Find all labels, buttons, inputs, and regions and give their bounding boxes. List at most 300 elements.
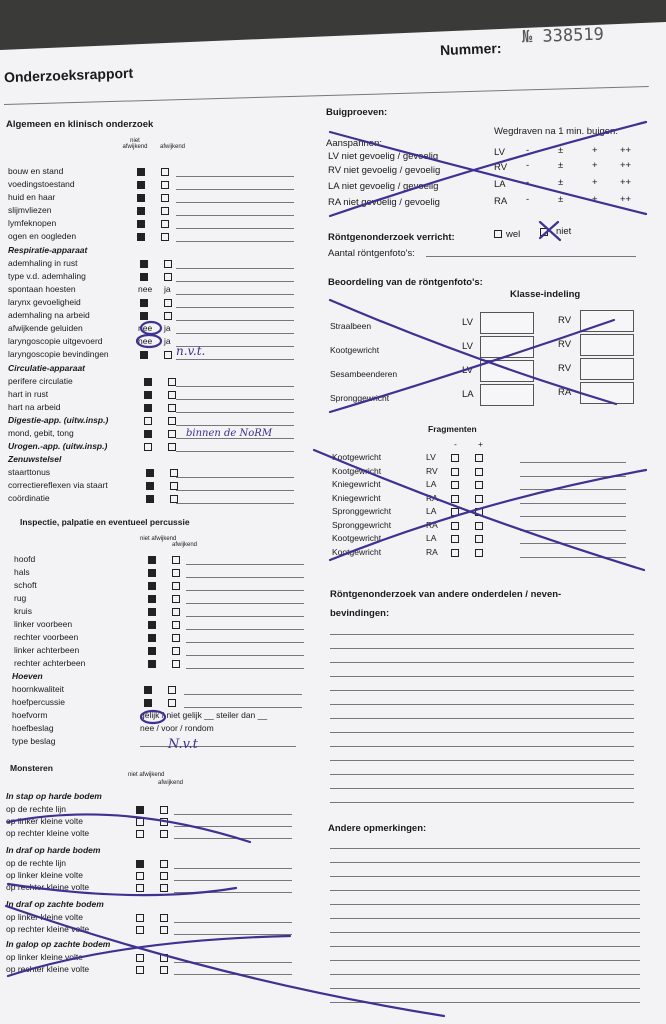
fill-line <box>176 451 294 452</box>
deviating-checkbox[interactable] <box>164 273 172 281</box>
writing-line <box>330 774 634 775</box>
writing-line <box>330 862 640 863</box>
fill-line <box>176 228 294 229</box>
flexion-scale-0: - <box>526 145 530 156</box>
fragment-row-label: Kootgewricht <box>332 465 382 476</box>
form-row-label: voedingstoestand <box>8 179 75 189</box>
fill-line <box>184 707 302 708</box>
not-deviating-checkbox[interactable] <box>148 634 156 642</box>
deviating-checkbox[interactable] <box>160 830 168 838</box>
writing-line <box>330 732 634 733</box>
fragment-leg: RA <box>426 492 438 503</box>
writing-line <box>330 890 640 891</box>
writing-line <box>330 974 640 975</box>
fill-line <box>184 694 302 695</box>
col-deviating-3: afwijkend <box>158 780 184 786</box>
flexion-leg: RA <box>494 196 508 207</box>
form-row-label: lymfeknopen <box>8 218 57 228</box>
xray-title: Röntgenonderzoek verricht: <box>328 232 455 243</box>
fragment-leg: RA <box>426 546 438 557</box>
assessment-leg-a: LA <box>462 389 474 400</box>
form-row-label: hoofd <box>14 554 36 564</box>
form-row-label: hoefvorm <box>12 710 48 720</box>
assessment-leg-a: LV <box>462 317 473 328</box>
deviating-checkbox[interactable] <box>160 966 168 974</box>
writing-line <box>330 960 640 961</box>
not-deviating-checkbox[interactable] <box>136 954 144 962</box>
writing-line <box>330 746 634 747</box>
wegdraven-label: Wegdraven na 1 min. buigen: <box>494 126 618 137</box>
ja-label: ja <box>164 323 171 333</box>
form-row-label: linker voorbeen <box>14 619 73 629</box>
flexion-scale-0: - <box>526 160 530 171</box>
fill-line <box>176 202 294 203</box>
fragment-leg: LV <box>426 452 436 462</box>
form-row-label: spontaan hoesten <box>8 284 76 294</box>
fragment-plus-checkbox[interactable] <box>475 508 483 516</box>
other-parts-title: Röntgenonderzoek van andere onderdelen / neven- <box>330 589 562 600</box>
fragment-leg: RA <box>426 519 438 530</box>
fill-line <box>176 359 294 360</box>
flexion-scale-3: ++ <box>620 194 632 205</box>
form-row-label: slijmvliezen <box>8 205 52 215</box>
fill-line <box>174 934 292 935</box>
form-row-label: hoefbeslag <box>12 723 54 733</box>
form-row-label: hals <box>14 567 30 577</box>
flexion-scale-1: ± <box>558 145 564 156</box>
fill-line <box>186 590 304 591</box>
fragment-minus-checkbox[interactable] <box>451 468 459 476</box>
assessment-leg-b: RV <box>558 363 572 374</box>
fragment-row-label: Kniegewricht <box>332 492 381 503</box>
fill-line <box>174 974 292 975</box>
flexion-scale-3: ++ <box>620 145 632 156</box>
fill-line <box>176 477 294 478</box>
col-deviating: afwijkend <box>160 144 186 150</box>
fragment-row-label: Kootgewricht <box>332 533 382 543</box>
flexion-leg: LV <box>494 147 505 158</box>
deviating-checkbox[interactable] <box>172 634 180 642</box>
form-row-label: mond, gebit, tong <box>8 428 74 438</box>
fragments-minus: - <box>454 439 457 449</box>
fill-line <box>174 826 292 827</box>
flexion-scale-2: + <box>592 194 598 205</box>
fragment-row-label: Spronggewricht <box>332 506 392 516</box>
deviating-checkbox[interactable] <box>172 569 180 577</box>
not-deviating-checkbox[interactable] <box>136 818 144 826</box>
fill-line <box>176 307 294 308</box>
form-row-label: op de rechte lijn <box>6 858 67 868</box>
fill-line <box>176 503 294 504</box>
deviating-checkbox[interactable] <box>161 168 169 176</box>
flexion-scale-3: ++ <box>620 177 632 188</box>
deviating-checkbox[interactable] <box>160 884 168 892</box>
form-row-label: rechter voorbeen <box>14 632 79 642</box>
section-general-title: Algemeen en klinisch onderzoek <box>6 119 154 130</box>
writing-line <box>330 648 634 649</box>
fragment-line <box>520 503 626 504</box>
report-title: Onderzoeksrapport <box>3 64 134 86</box>
fill-line <box>176 490 294 491</box>
form-row-label: op rechter kleine volte <box>6 924 90 934</box>
deviating-checkbox[interactable] <box>172 660 180 668</box>
writing-line <box>330 634 634 635</box>
fill-line <box>186 616 304 617</box>
deviating-checkbox[interactable] <box>160 954 168 962</box>
not-deviating-checkbox[interactable] <box>136 860 144 868</box>
deviating-checkbox[interactable] <box>168 443 176 451</box>
form-row-label: Hoeven <box>12 671 43 681</box>
not-deviating-checkbox[interactable] <box>148 621 156 629</box>
fragments-plus: + <box>478 439 483 449</box>
assessment-leg-a: LV <box>462 365 473 376</box>
number-value: № 338519 <box>521 24 605 48</box>
form-row-label: perifere circulatie <box>8 376 73 386</box>
deviating-checkbox[interactable] <box>170 495 178 503</box>
fragment-leg: RV <box>426 465 438 476</box>
form-row-label: In draf op harde bodem <box>6 845 101 855</box>
not-deviating-checkbox[interactable] <box>136 806 144 814</box>
fragment-leg: LA <box>426 506 437 516</box>
writing-line <box>330 802 634 803</box>
form-row-label: In galop op zachte bodem <box>6 939 111 949</box>
deviating-checkbox[interactable] <box>160 914 168 922</box>
deviating-checkbox[interactable] <box>160 860 168 868</box>
fragment-plus-checkbox[interactable] <box>475 454 483 462</box>
class-box-a[interactable] <box>480 336 534 358</box>
assessment-row-label: Spronggewricht <box>330 393 390 403</box>
ja-label: ja <box>164 336 171 346</box>
not-deviating-checkbox[interactable] <box>144 699 152 707</box>
form-row-label: huid en haar <box>8 192 56 202</box>
form-row-label: Respiratie-apparaat <box>8 245 88 255</box>
not-deviating-checkbox[interactable] <box>148 582 156 590</box>
form-row-label: In draf op zachte bodem <box>6 899 104 909</box>
nee-label: nee <box>138 284 153 294</box>
writing-line <box>330 704 634 705</box>
fragment-line <box>520 530 626 531</box>
not-deviating-checkbox[interactable] <box>144 391 152 399</box>
deviating-checkbox[interactable] <box>160 926 168 934</box>
fragment-line <box>520 516 626 517</box>
not-deviating-checkbox[interactable] <box>146 469 154 477</box>
fill-line <box>174 838 292 839</box>
not-deviating-checkbox[interactable] <box>144 404 152 412</box>
buigproeven-title: Buigproeven: <box>326 107 388 118</box>
deviating-checkbox[interactable] <box>160 818 168 826</box>
fill-line <box>176 294 294 295</box>
fragment-plus-checkbox[interactable] <box>475 535 483 543</box>
flexion-scale-3: ++ <box>620 160 632 171</box>
form-row-label: ademhaling in rust <box>8 258 78 268</box>
monsteren-title: Monsteren <box>10 763 53 773</box>
writing-line <box>330 876 640 877</box>
not-deviating-checkbox[interactable] <box>140 260 148 268</box>
class-box-a[interactable] <box>480 384 534 406</box>
form-row-label: op linker kleine volte <box>6 912 84 922</box>
fill-line <box>174 880 292 881</box>
fill-line <box>176 333 294 334</box>
class-box-a[interactable] <box>480 360 534 382</box>
deviating-checkbox[interactable] <box>170 482 178 490</box>
form-row-label: coördinatie <box>8 493 50 503</box>
not-deviating-checkbox[interactable] <box>136 872 144 880</box>
assessment-row-label: Sesambeenderen <box>330 369 398 379</box>
writing-line <box>330 676 634 677</box>
writing-line <box>330 904 640 905</box>
assessment-leg-b: RV <box>558 339 572 350</box>
form-row-label: hart na arbeid <box>8 402 61 412</box>
class-label: Klasse-indeling <box>510 289 581 300</box>
col-not-deviating: niet afwijkend <box>122 138 148 150</box>
form-row-label: schoft <box>14 580 37 590</box>
not-deviating-checkbox[interactable] <box>136 966 144 974</box>
xray-niet-checkbox[interactable] <box>540 228 548 236</box>
not-deviating-checkbox[interactable] <box>140 312 148 320</box>
form-row-label: Digestie-app. (uitw.insp.) <box>8 415 109 425</box>
deviating-checkbox[interactable] <box>164 312 172 320</box>
deviating-checkbox[interactable] <box>164 260 172 268</box>
writing-line <box>330 848 640 849</box>
form-row-label: op rechter kleine volte <box>6 964 90 974</box>
not-deviating-checkbox[interactable] <box>148 556 156 564</box>
not-deviating-checkbox[interactable] <box>146 482 154 490</box>
fragment-plus-checkbox[interactable] <box>475 522 483 530</box>
fragment-minus-checkbox[interactable] <box>451 481 459 489</box>
fragment-row-label: Kniegewricht <box>332 479 381 489</box>
writing-line <box>330 932 640 933</box>
fragment-line <box>520 557 626 558</box>
xray-wel-label: wel <box>506 229 521 240</box>
writing-line <box>330 662 634 663</box>
fragment-minus-checkbox[interactable] <box>451 508 459 516</box>
form-row-label: op linker kleine volte <box>6 816 84 826</box>
fragment-line <box>520 489 626 490</box>
flexion-row-label: LA niet gevoelig / gevoelig <box>328 181 439 192</box>
form-row-label: hoornkwaliteit <box>12 684 64 694</box>
class-box-b[interactable] <box>580 334 634 356</box>
form-row-label: op de rechte lijn <box>6 804 67 814</box>
handwriting-mond: binnen de NoRM <box>186 428 273 439</box>
not-deviating-checkbox[interactable] <box>137 194 145 202</box>
fragment-minus-checkbox[interactable] <box>451 549 459 557</box>
fill-line <box>176 241 294 242</box>
writing-line <box>330 690 634 691</box>
fragment-line <box>520 476 626 477</box>
xray-count-line <box>426 256 636 257</box>
deviating-checkbox[interactable] <box>168 686 176 694</box>
number-label: Nummer: <box>439 39 502 59</box>
flexion-row-label: LV niet gevoelig / gevoelig <box>328 151 439 162</box>
deviating-checkbox[interactable] <box>168 430 176 438</box>
flexion-leg: RV <box>494 162 508 173</box>
fragment-plus-checkbox[interactable] <box>475 468 483 476</box>
form-row-label: correctiereflexen via staart <box>8 480 108 490</box>
fragment-plus-checkbox[interactable] <box>475 481 483 489</box>
fill-line <box>174 814 292 815</box>
fill-line <box>176 215 294 216</box>
deviating-checkbox[interactable] <box>172 608 180 616</box>
deviating-checkbox[interactable] <box>168 404 176 412</box>
hoefvorm-options: gelijk / niet gelijk __ steiler dan __ <box>140 710 268 720</box>
deviating-checkbox[interactable] <box>160 806 168 814</box>
fill-line <box>186 655 304 656</box>
flexion-row-label: RA niet gevoelig / gevoelig <box>328 197 440 208</box>
form-row-label: larynx gevoeligheid <box>8 297 81 307</box>
fragment-row-label: Kootgewricht <box>332 452 382 462</box>
class-box-b[interactable] <box>580 310 634 332</box>
form-row-label: rug <box>14 593 27 603</box>
not-deviating-checkbox[interactable] <box>148 608 156 616</box>
not-deviating-checkbox[interactable] <box>146 495 154 503</box>
not-deviating-checkbox[interactable] <box>136 830 144 838</box>
fill-line <box>186 564 304 565</box>
not-deviating-checkbox[interactable] <box>136 884 144 892</box>
assessment-leg-b: RA <box>558 387 572 398</box>
form-row-label: Zenuwstelsel <box>8 454 62 464</box>
fragment-leg: LA <box>426 533 437 543</box>
fragment-row-label: Kootgewricht <box>332 546 382 557</box>
handwriting-beslag: N.v.t <box>168 737 198 752</box>
assessment-leg-b: RV <box>558 315 572 326</box>
fragment-minus-checkbox[interactable] <box>451 495 459 503</box>
deviating-checkbox[interactable] <box>168 417 176 425</box>
fill-line <box>176 425 294 426</box>
fill-line <box>186 629 304 630</box>
fragment-minus-checkbox[interactable] <box>451 535 459 543</box>
flexion-scale-0: - <box>526 194 530 205</box>
not-deviating-checkbox[interactable] <box>136 926 144 934</box>
form-row-label: hoefpercussie <box>12 697 65 707</box>
fill-line <box>186 642 304 643</box>
fragment-minus-checkbox[interactable] <box>451 454 459 462</box>
assessment-row-label: Straalbeen <box>330 321 372 331</box>
deviating-checkbox[interactable] <box>160 872 168 880</box>
not-deviating-checkbox[interactable] <box>137 207 145 215</box>
form-row-label: rechter achterbeen <box>14 658 86 668</box>
deviating-checkbox[interactable] <box>168 378 176 386</box>
deviating-checkbox[interactable] <box>161 194 169 202</box>
fill-line <box>176 320 294 321</box>
fill-line <box>174 892 292 893</box>
fill-line <box>186 577 304 578</box>
not-deviating-checkbox[interactable] <box>137 220 145 228</box>
not-deviating-checkbox[interactable] <box>148 647 156 655</box>
fill-line <box>186 668 304 669</box>
fill-line <box>176 189 294 190</box>
not-deviating-checkbox[interactable] <box>144 430 152 438</box>
fill-line <box>176 281 294 282</box>
writing-line <box>330 760 634 761</box>
not-deviating-checkbox[interactable] <box>144 443 152 451</box>
deviating-checkbox[interactable] <box>164 351 172 359</box>
xray-niet-label: niet <box>556 226 572 237</box>
deviating-checkbox[interactable] <box>172 621 180 629</box>
xray-wel-checkbox[interactable] <box>494 230 502 238</box>
fragment-minus-checkbox[interactable] <box>451 522 459 530</box>
deviating-checkbox[interactable] <box>172 647 180 655</box>
fill-line <box>186 603 304 604</box>
not-deviating-checkbox[interactable] <box>136 914 144 922</box>
class-box-b[interactable] <box>580 358 634 380</box>
not-deviating-checkbox[interactable] <box>140 299 148 307</box>
flexion-scale-0: - <box>526 177 530 188</box>
not-deviating-checkbox[interactable] <box>137 233 145 241</box>
form-row-label: laryngoscopie bevindingen <box>8 349 109 359</box>
flexion-scale-2: + <box>592 177 598 188</box>
not-deviating-checkbox[interactable] <box>144 378 152 386</box>
form-row-label: linker achterbeen <box>14 645 80 655</box>
fill-line <box>176 399 294 400</box>
form-row-label: op linker kleine volte <box>6 952 84 962</box>
deviating-checkbox[interactable] <box>170 469 178 477</box>
form-row-label: Circulatie-apparaat <box>8 363 85 373</box>
fragment-line <box>520 543 626 544</box>
flexion-scale-1: ± <box>558 194 564 205</box>
fill-line <box>176 386 294 387</box>
flexion-scale-1: ± <box>558 160 564 171</box>
fill-line <box>176 176 294 177</box>
section-inspection-title: Inspectie, palpatie en eventueel percussie <box>20 517 190 527</box>
not-deviating-checkbox[interactable] <box>144 686 152 694</box>
deviating-checkbox[interactable] <box>164 299 172 307</box>
remarks-title: Andere opmerkingen: <box>328 823 427 834</box>
col-not-deviating-2: niet afwijkend <box>140 536 177 542</box>
writing-line <box>330 946 640 947</box>
not-deviating-checkbox[interactable] <box>137 181 145 189</box>
deviating-checkbox[interactable] <box>168 391 176 399</box>
fill-line <box>174 962 292 963</box>
assessment-title: Beoordeling van de röntgenfoto's: <box>328 277 483 288</box>
not-deviating-checkbox[interactable] <box>148 595 156 603</box>
not-deviating-checkbox[interactable] <box>148 660 156 668</box>
fragments-title: Fragmenten <box>428 424 477 434</box>
deviating-checkbox[interactable] <box>161 233 169 241</box>
not-deviating-checkbox[interactable] <box>137 168 145 176</box>
not-deviating-checkbox[interactable] <box>148 569 156 577</box>
col-deviating-2: afwijkend <box>172 542 198 548</box>
other-parts-title-2: bevindingen: <box>330 608 390 619</box>
fill-line <box>140 746 296 747</box>
not-deviating-checkbox[interactable] <box>140 351 148 359</box>
class-box-b[interactable] <box>580 382 634 404</box>
deviating-checkbox[interactable] <box>172 595 180 603</box>
deviating-checkbox[interactable] <box>172 556 180 564</box>
form-row-label: op rechter kleine volte <box>6 828 90 838</box>
fragment-plus-checkbox[interactable] <box>475 549 483 557</box>
fragment-plus-checkbox[interactable] <box>475 495 483 503</box>
fill-line <box>176 412 294 413</box>
not-deviating-checkbox[interactable] <box>140 273 148 281</box>
writing-line <box>330 718 634 719</box>
flexion-row-label: RV niet gevoelig / gevoelig <box>328 165 441 176</box>
form-row-label: type beslag <box>12 736 56 746</box>
deviating-checkbox[interactable] <box>172 582 180 590</box>
writing-line <box>330 1002 640 1003</box>
deviating-checkbox[interactable] <box>161 181 169 189</box>
deviating-checkbox[interactable] <box>161 220 169 228</box>
fill-line <box>174 922 292 923</box>
class-box-a[interactable] <box>480 312 534 334</box>
form-row-label: In stap op harde bodem <box>6 791 102 801</box>
fill-line <box>176 268 294 269</box>
not-deviating-checkbox[interactable] <box>144 417 152 425</box>
form-row-label: staarttonus <box>8 467 51 477</box>
deviating-checkbox[interactable] <box>168 699 176 707</box>
deviating-checkbox[interactable] <box>161 207 169 215</box>
hoefbeslag-options: nee / voor / rondom <box>140 723 214 733</box>
writing-line <box>330 918 640 919</box>
